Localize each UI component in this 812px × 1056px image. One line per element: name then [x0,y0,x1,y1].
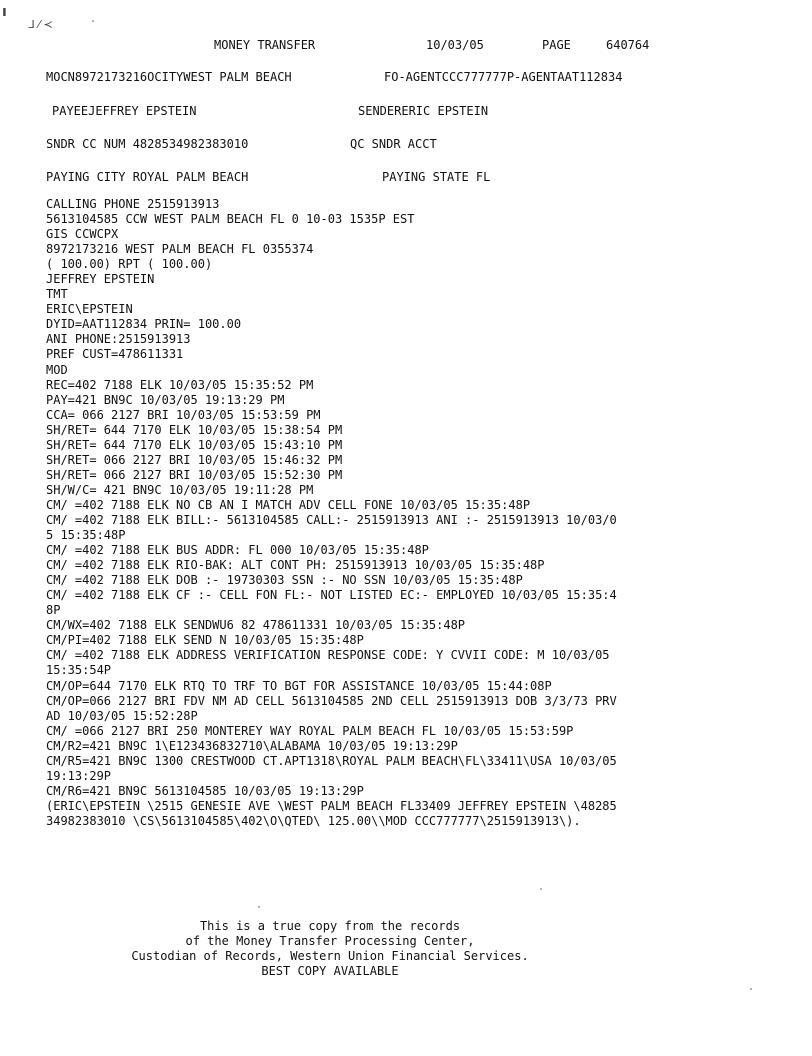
log-line: 8972173216 WEST PALM BEACH FL 0355374 [46,242,314,257]
log-line: CM/ =402 7188 ELK DOB :- 19730303 SSN :- NO SSN 10/03/05 15:35:48P [46,573,523,588]
log-line: CM/ =402 7188 ELK BUS ADDR: FL 000 10/03/05 15:35:48P [46,543,429,558]
log-line: CM/PI=402 7188 ELK SEND N 10/03/05 15:35:48P [46,633,364,648]
log-line: CM/R5=421 BN9C 1300 CRESTWOOD CT.APT1318\ROYAL PALM BEACH\FL\33411\USA 10/03/05 [46,753,617,768]
scan-mark-icon: ı [2,4,7,20]
log-line: JEFFREY EPSTEIN [46,272,155,287]
log-line: ( 100.00) RPT ( 100.00) [46,257,213,272]
footer-line-2: of the Money Transfer Processing Center, [185,934,475,948]
payee-field: PAYEEJEFFREY EPSTEIN [52,104,197,118]
transaction-log [46,197,786,829]
scan-speck-icon [540,888,542,890]
certification-footer [0,919,660,979]
log-line: (ERIC\EPSTEIN \2515 GENESIE AVE \WEST PALM BEACH FL33409 JEFFREY EPSTEIN \48285 [46,798,617,813]
header-date: 10/03/05 [426,38,484,52]
scan-mark-icon: ᒧ ⁄ ≺ [28,18,53,31]
footer-line-3: Custodian of Records, Western Union Financial Services. [131,949,529,963]
log-line: CM/R6=421 BN9C 5613104585 10/03/05 19:13:29P [46,783,364,798]
log-line: GIS CCWCPX [46,227,119,242]
log-line: SH/RET= 066 2127 BRI 10/03/05 15:46:32 PM [46,452,343,467]
log-line: CM/ =402 7188 ELK RIO-BAK: ALT CONT PH: 2515913913 10/03/05 15:35:48P [46,558,545,573]
log-line: 34982383010 \CS\5613104585\402\O\QTED\ 125.00\\MOD CCC777777\2515913913\). [46,813,581,828]
log-line: TMT [46,287,68,302]
log-line: CALLING PHONE 2515913913 [46,197,220,211]
log-line: 5613104585 CCW WEST PALM BEACH FL 0 10-03 1535P EST [46,212,415,227]
scan-speck-icon [92,20,94,22]
sender-field: SENDERERIC EPSTEIN [358,104,489,118]
scan-speck-icon [258,906,260,908]
log-line: CM/R2=421 BN9C 1\E123436832710\ALABAMA 10/03/05 19:13:29P [46,738,458,753]
log-line: ANI PHONE:2515913913 [46,332,191,347]
log-line: 15:35:54P [46,663,112,678]
log-line: CM/OP=644 7170 ELK RTQ TO TRF TO BGT FOR ASSISTANCE 10/03/05 15:44:08P [46,678,552,693]
log-line: CM/ =402 7188 ELK NO CB AN I MATCH ADV CELL FONE 10/03/05 15:35:48P [46,497,531,512]
sender-card-number: SNDR CC NUM 4828534982383010 [46,137,249,151]
log-line: REC=402 7188 ELK 10/03/05 15:35:52 PM [46,377,314,392]
log-line: MOD [46,362,68,377]
log-line: DYID=AAT112834 PRIN= 100.00 [46,317,242,332]
document-title: MONEY TRANSFER [214,38,316,52]
log-line: 5 15:35:48P [46,528,126,543]
log-line: SH/RET= 644 7170 ELK 10/03/05 15:38:54 PM [46,422,343,437]
log-line: CM/OP=066 2127 BRI FDV NM AD CELL 5613104585 2ND CELL 2515913913 DOB 3/3/73 PRV [46,693,617,708]
log-line: SH/W/C= 421 BN9C 10/03/05 19:11:28 PM [46,482,314,497]
log-line: 8P [46,603,61,618]
log-line: SH/RET= 644 7170 ELK 10/03/05 15:43:10 PM [46,437,343,452]
paying-state: PAYING STATE FL [382,170,491,184]
log-line: SH/RET= 066 2127 BRI 10/03/05 15:52:30 PM [46,467,343,482]
log-line: CM/ =402 7188 ELK ADDRESS VERIFICATION RESPONSE CODE: Y CVVII CODE: M 10/03/05 [46,648,610,663]
log-line: PAY=421 BN9C 10/03/05 19:13:29 PM [46,392,285,407]
log-line: CM/WX=402 7188 ELK SENDWU6 82 478611331 10/03/05 15:35:48P [46,618,466,633]
page-label: PAGE [542,38,571,52]
footer-line-1: This is a true copy from the records [199,919,461,933]
mtcn-line: MOCN8972173216OCITYWEST PALM BEACH [46,70,292,84]
log-line: CM/ =402 7188 ELK CF :- CELL FON FL:- NOT LISTED EC:- EMPLOYED 10/03/05 15:35:4 [46,588,617,603]
scan-speck-icon [750,988,752,990]
log-line: 19:13:29P [46,768,112,783]
log-line: CM/ =402 7188 ELK BILL:- 5613104585 CALL:- 2515913913 ANI :- 2515913913 10/03/0 [46,512,617,527]
paying-city: PAYING CITY ROYAL PALM BEACH [46,170,249,184]
log-line: ERIC\EPSTEIN [46,302,133,317]
page-number: 640764 [606,38,650,52]
log-line: AD 10/03/05 15:52:28P [46,708,198,723]
footer-line-4: BEST COPY AVAILABLE [261,964,399,978]
log-line: CM/ =066 2127 BRI 250 MONTEREY WAY ROYAL PALM BEACH FL 10/03/05 15:53:59P [46,723,574,738]
log-line: CCA= 066 2127 BRI 10/03/05 15:53:59 PM [46,407,321,422]
log-line: PREF CUST=478611331 [46,347,184,362]
agent-line: FO-AGENTCCC777777P-AGENTAAT112834 [384,70,623,84]
qc-sender-account: QC SNDR ACCT [350,137,437,151]
